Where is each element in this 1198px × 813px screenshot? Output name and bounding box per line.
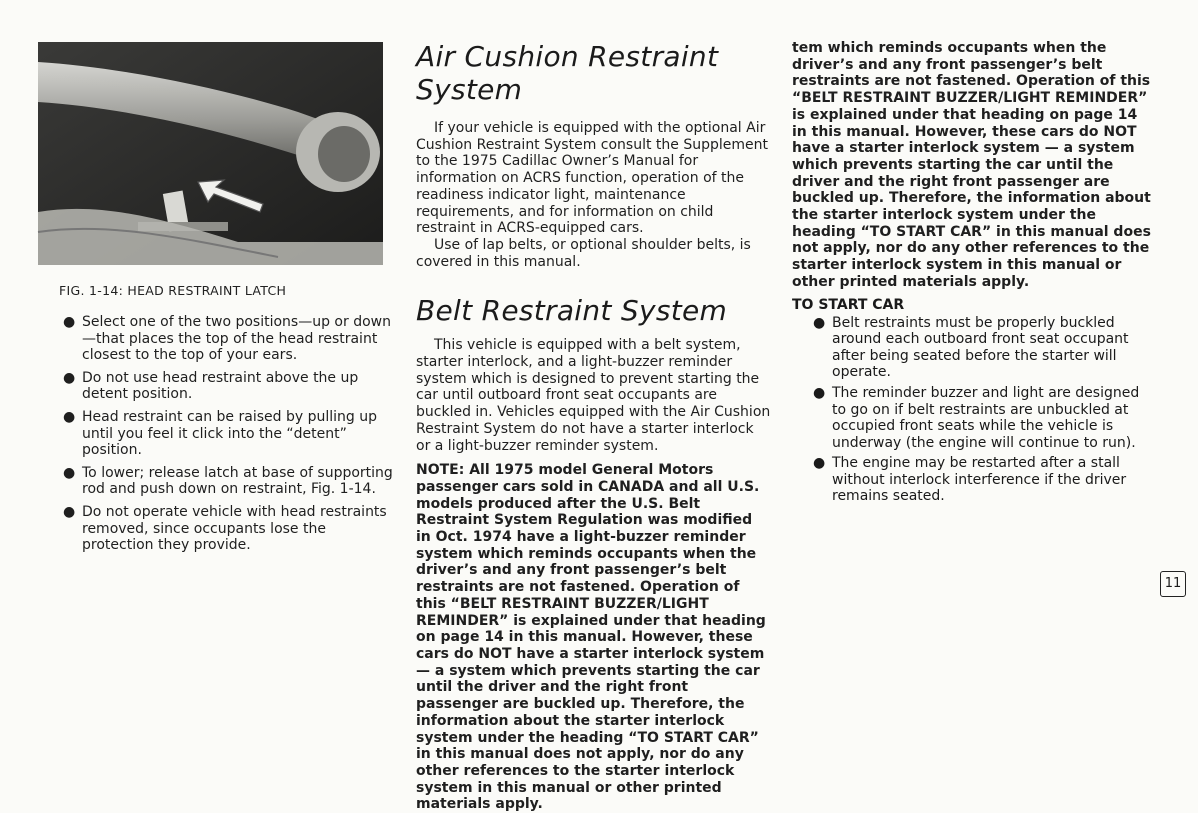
acrs-paragraph-2: Use of lap belts, or optional shoulder belts, is covered in this manual. xyxy=(416,236,751,270)
list-item: ● The engine may be restarted after a stall without interlock interference if the driver remains seated. xyxy=(813,455,1127,505)
list-item: ● Select one of the two positions—up or down—that places the top of the head restraint closest to the top of your ears. xyxy=(63,314,391,364)
figure-caption: FIG. 1-14: HEAD RESTRAINT LATCH xyxy=(59,283,287,298)
list-item: ● Head restraint can be raised by pulling up until you feel it click into the “detent” position. xyxy=(63,408,377,459)
start-car-bullets xyxy=(812,315,1152,506)
head-restraint-photo xyxy=(38,42,383,265)
belt-note: NOTE: All 1975 model General Motors passenger cars sold in CANADA and all U.S. models produced after the U.S. Belt Restraint System Regulation was modified in Oct. 1974 have a light-buzzer reminder system which reminds occupants when the driver’s and any front passenger’s belt restraints are not fastened. Operation of this “BELT RESTRAINT BUZZER/LIGHT REMINDER” is explained under that heading on page 14 in this manual. However, these cars do NOT have a starter interlock system — a system which prevents starting the car until the driver and the right front passenger are buckled up. Therefore, the information about the starter interlock system under the heading “TO START CAR” in this manual does not apply, nor do any other references to the starter interlock system in this manual or other printed materials apply. xyxy=(416,462,766,813)
list-item: ● Do not use head restraint above the up detent position. xyxy=(63,369,359,403)
list-item: ● To lower; release latch at base of supporting rod and push down on restraint, Fig. 1-14. xyxy=(63,464,393,498)
start-car-heading: TO START CAR xyxy=(792,296,905,313)
section-title-belt: Belt Restraint System xyxy=(416,294,728,328)
list-item: ● The reminder buzzer and light are designed to go on if belt restraints are unbuckled at occupied front seats while the vehicle is underway (the engine will continue to run). xyxy=(813,384,1140,451)
section-title-acrs: Air Cushion Restraint System xyxy=(416,40,719,106)
page-number: 11 xyxy=(1160,571,1186,597)
list-item: ● Do not operate vehicle with head restraints removed, since occupants lose the protection they provide. xyxy=(63,503,387,554)
acrs-paragraph: If your vehicle is equipped with the optional Air Cushion Restraint System consult the Supplement to the 1975 Cadillac Owner’s Manual for information on ACRS function, operation of the readiness indicator light, maintenance requirements, and for information on child restraint in ACRS-equipped cars. xyxy=(416,120,768,237)
belt-paragraph: This vehicle is equipped with a belt system, starter interlock, and a light-buzzer reminder system which is designed to prevent starting the car until outboard front seat occupants are buckled in. Vehicles equipped with the Air Cushion Restraint System do not have a starter interlock or a light-buzzer reminder system. xyxy=(416,337,771,454)
middle-column xyxy=(416,40,771,813)
head-restraint-bullets xyxy=(62,314,398,560)
belt-note-continued: tem which reminds occupants when the driver’s and any front passenger’s belt restraints are not fastened. Operation of this “BELT RESTRAINT BUZZER/LIGHT REMINDER” is explained under that heading on page 14 in this manual. However, these cars do NOT have a starter interlock system — a system which prevents starting the car until the driver and the right front passenger are buckled up. Therefore, the information about the starter interlock system under the heading “TO START CAR” in this manual does not apply, nor do any other references to the starter interlock system in this manual or other printed materials apply. xyxy=(792,40,1151,290)
right-column xyxy=(792,40,1152,509)
list-item: ● Belt restraints must be properly buckled around each outboard front seat occupant after being seated before the starter will operate. xyxy=(813,314,1129,381)
